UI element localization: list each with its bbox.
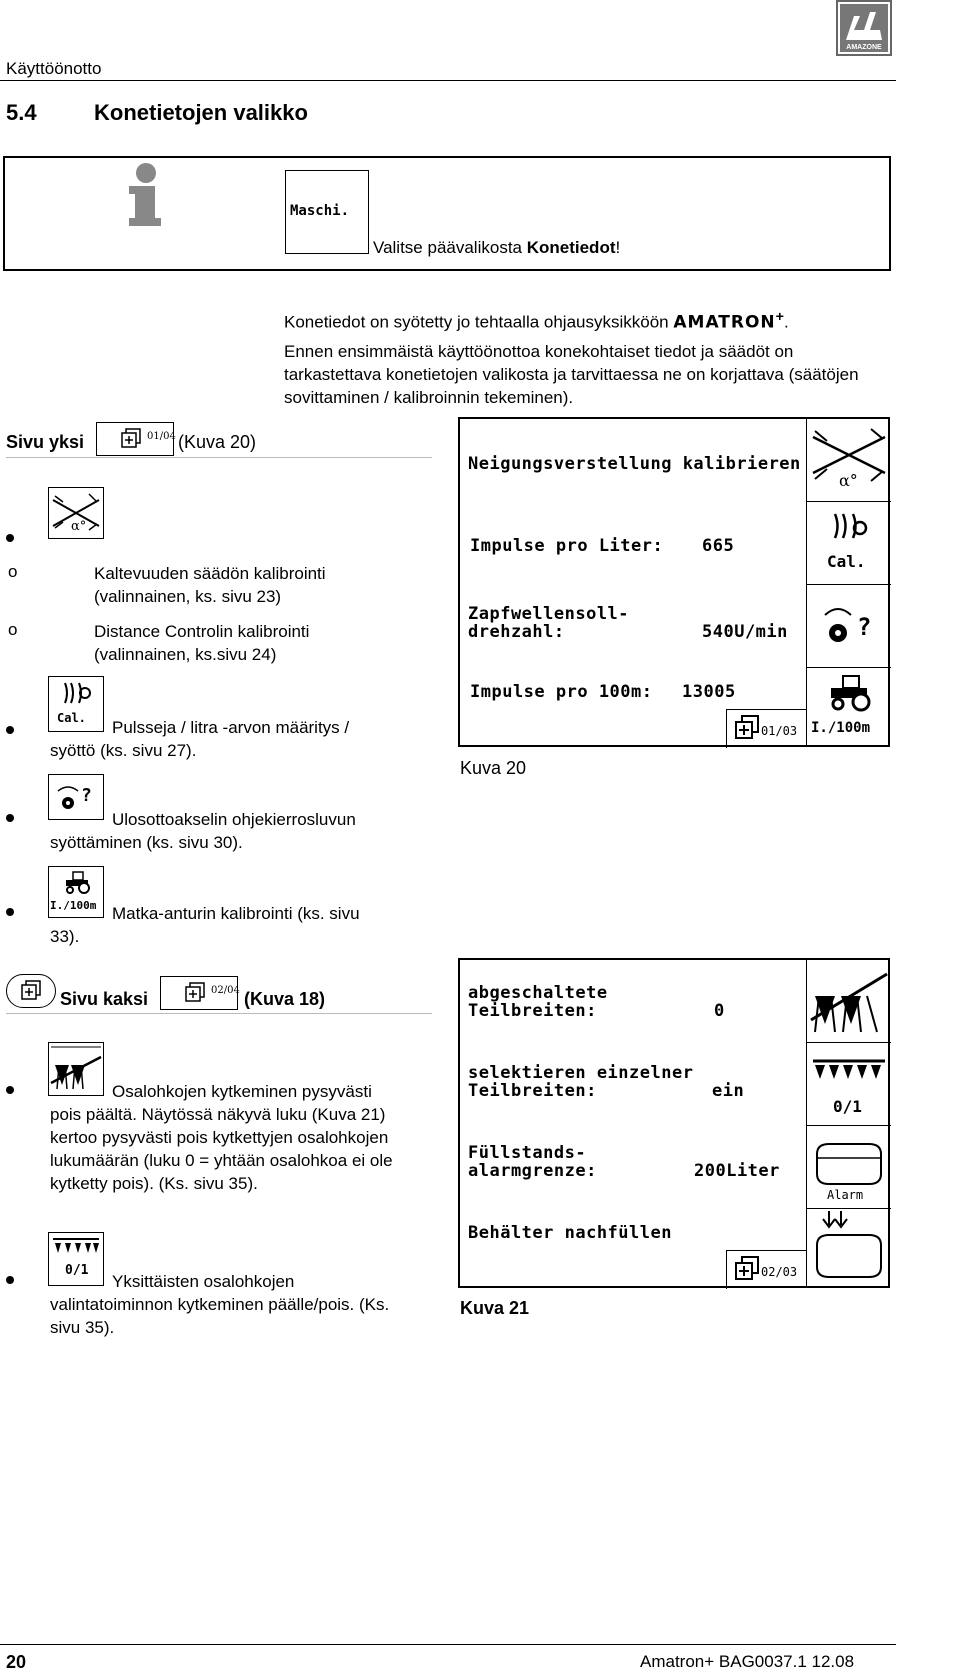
sub-bullet: o [8, 562, 18, 581]
pto-label-2: drehzahl: [468, 622, 565, 642]
screen2-alarm-key[interactable] [807, 1126, 891, 1209]
amazone-logo [836, 0, 892, 56]
select-sections-label: 0/1 [65, 1263, 89, 1278]
intro-line-end: . [783, 312, 789, 332]
select-sections-button[interactable] [48, 1232, 104, 1286]
pto-text-line2: syöttäminen (ks. sivu 30). [50, 833, 243, 852]
screen1-alpha-label: α° [839, 471, 858, 490]
screen1-i100m-label: I./100m [811, 720, 871, 736]
pto-text-line1: Ulosottoakselin ohjekierrosluvun [112, 810, 356, 829]
intro-line [284, 306, 789, 335]
screen2 [458, 958, 890, 1288]
impulse-100m-label: Impulse pro 100m: [470, 682, 653, 702]
page2-rule [6, 1013, 432, 1014]
row2-label-1: selektieren einzelner [468, 1063, 694, 1083]
sections-off-rest: pois päältä. Näytössä näkyvä luku (Kuva 21) kertoo pysyvästi pois kytkettyjen osalohkojen lukumäärän (luku 0 = yhtään osalohkoa ei ole kytketty pois). (Ks. sivu 35). [50, 1105, 393, 1193]
tilt-calibration-icon[interactable] [48, 487, 104, 539]
pto-button[interactable] [48, 774, 104, 820]
page2-indicator [160, 976, 238, 1010]
screen1 [458, 417, 890, 747]
page-switch-button[interactable] [6, 974, 56, 1008]
page2-label: Sivu kaksi [60, 989, 149, 1009]
i100m-label: I./100m [50, 899, 97, 912]
maschi-label: Maschi. [290, 203, 350, 219]
footer-rule [0, 1644, 896, 1645]
screen2-sections-off-key[interactable] [807, 960, 891, 1043]
cal-button[interactable] [48, 676, 104, 732]
cal-text-line1: Pulsseja / litra -arvon määritys / [112, 718, 350, 737]
screen1-cal-key[interactable] [807, 502, 891, 585]
pto-value: 540U/min [702, 622, 788, 642]
info-icon [125, 162, 163, 228]
logo-text: AMAZONE [846, 44, 882, 51]
screen2-refill-key[interactable] [807, 1209, 891, 1288]
page1-num: 01/04 [147, 431, 176, 442]
row3-value: 200Liter [694, 1161, 780, 1181]
screen2-select-key[interactable] [807, 1043, 891, 1126]
page2-num: 02/04 [211, 985, 240, 996]
page2-figure-ref: (Kuva 18) [244, 989, 326, 1009]
impulse-liter-value: 665 [702, 536, 735, 556]
bullet [6, 814, 14, 822]
sub-item-tilt: Kaltevuuden säädön kalibrointi (valinnainen, ks. sivu 23) [94, 564, 326, 606]
row1-value: 0 [714, 1001, 725, 1021]
screen2-select-label: 0/1 [833, 1097, 862, 1116]
screen1-page-num: 01/03 [761, 724, 798, 738]
distance-text-line1: Matka-anturin kalibrointi (ks. sivu [112, 904, 360, 923]
cal-label: Cal. [57, 711, 86, 725]
screen1-cal-label: Cal. [827, 552, 866, 571]
screen2-page-num: 02/03 [761, 1265, 798, 1279]
impulse-100m-value: 13005 [682, 682, 736, 702]
sections-off-line1: Osalohkojen kytkeminen pysyvästi [112, 1082, 372, 1101]
page-title: Konetietojen valikko [94, 100, 308, 125]
impulse-liter-label: Impulse pro Liter: [470, 536, 664, 556]
info-box [3, 156, 891, 271]
svg-text:α°: α° [71, 519, 87, 534]
page1-figure-ref: (Kuva 20) [178, 432, 257, 452]
sections-off-button[interactable] [48, 1042, 104, 1096]
bullet [6, 1276, 14, 1284]
section-label: Käyttöönotto [6, 59, 102, 78]
figure-caption-21: Kuva 21 [460, 1298, 530, 1318]
instruction-pre: Valitse päävalikosta [373, 238, 527, 257]
page1-label: Sivu yksi [6, 432, 85, 452]
figure-caption-20: Kuva 20 [460, 758, 527, 778]
screen2-softkeys [806, 960, 891, 1288]
screen1-q-label: ? [857, 613, 872, 641]
distance-text-line2: 33). [50, 927, 80, 946]
screen1-title: Neigungsverstellung kalibrieren [468, 454, 801, 474]
pages-icon [183, 981, 207, 1010]
amatron-plus: + [775, 309, 784, 325]
screen2-page-indicator [726, 1250, 807, 1289]
row4-label: Behälter nachfüllen [468, 1223, 672, 1243]
bullet [6, 1086, 14, 1094]
section-number: 5.4 [6, 100, 37, 125]
row3-label-1: Füllstands- [468, 1143, 587, 1163]
page1-indicator [96, 422, 174, 456]
i100m-button[interactable] [48, 866, 104, 918]
row1-label-2: Teilbreiten: [468, 1001, 597, 1021]
row1-label-1: abgeschaltete [468, 983, 608, 1003]
doc-ref: Amatron+ BAG0037.1 12.08 [640, 1652, 855, 1671]
row2-value: ein [712, 1081, 745, 1101]
amatron-brand: AMATRON [673, 312, 776, 333]
pto-label-1: Zapfwellensoll- [468, 604, 630, 624]
pto-q-label: ? [81, 785, 92, 806]
page1-rule [6, 457, 432, 458]
row2-label-2: Teilbreiten: [468, 1081, 597, 1101]
bullet [6, 534, 14, 542]
instruction-text [373, 236, 620, 259]
screen1-tilt-key[interactable] [807, 419, 891, 502]
header-rule [0, 80, 896, 81]
page-number: 20 [6, 1652, 27, 1672]
instruction-bold: Konetiedot [526, 238, 616, 257]
screen1-i100m-key[interactable] [807, 668, 891, 747]
intro-line-text: Konetiedot on syötetty jo tehtaalla ohjausyksikköön [284, 312, 669, 332]
bullet [6, 908, 14, 916]
select-sections-line1: Yksittäisten osalohkojen [112, 1272, 295, 1291]
sub-item-distance: Distance Controlin kalibrointi (valinnainen, ks.sivu 24) [94, 622, 310, 664]
select-sections-rest: valintatoiminnon kytkeminen päälle/pois. (Ks. sivu 35). [50, 1295, 390, 1337]
cal-text-line2: syöttö (ks. sivu 27). [50, 741, 197, 760]
screen1-pto-key[interactable] [807, 585, 891, 668]
screen2-alarm-label: Alarm [827, 1188, 864, 1202]
pages-icon [119, 427, 143, 456]
sub-bullet: o [8, 620, 18, 639]
instruction-post: ! [615, 238, 621, 257]
screen1-softkeys [806, 419, 891, 747]
bullet [6, 726, 14, 734]
screen1-page-indicator [726, 709, 807, 748]
intro-paragraph: Ennen ensimmäistä käyttöönottoa konekohtaiset tiedot ja säädöt on tarkastettava konetietojen valikosta ja tarvittaessa ne on korjattava (säätöjen sovittaminen / kalibroinnin tekeminen). [284, 342, 859, 407]
maschi-button[interactable] [285, 170, 369, 254]
row3-label-2: alarmgrenze: [468, 1161, 597, 1181]
